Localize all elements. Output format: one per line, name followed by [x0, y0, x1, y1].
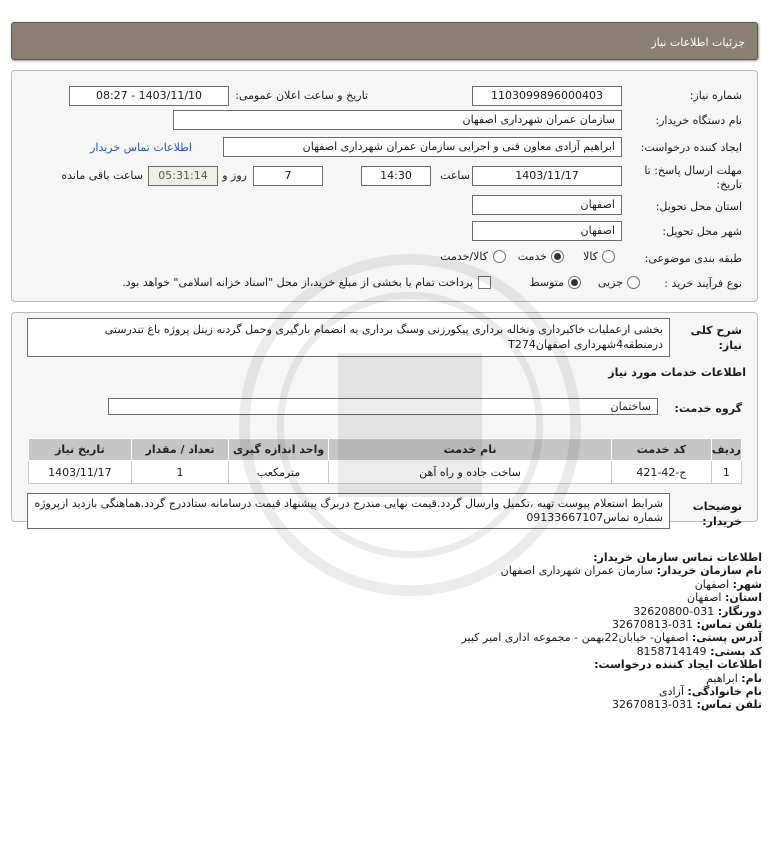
process-option-minor: جزیی [597, 276, 623, 289]
cell-need-date: 1403/11/17 [29, 461, 132, 484]
deadline-label-date: تاریخ: [716, 178, 742, 191]
buyer-notes-label: توضیحات [692, 500, 742, 513]
contact-value: آزادی [658, 685, 684, 699]
contact-label: دورنگار: [717, 604, 762, 618]
cell-service-code: ج-42-421 [612, 461, 712, 484]
remaining-time-label: ساعت باقی مانده [61, 169, 143, 182]
contact-section [42, 551, 762, 712]
buyer-notes-field[interactable]: شرایط استعلام پیوست تهیه ،تکمیل وارسال گردد.قیمت نهایی مندرج دربرگ پیشنهاد قیمت درسامانه ستاددرج گردد.هماهنگی بازدید ازپروژه شماره تماس09133667107 [27, 493, 670, 529]
contact-row-address [42, 631, 762, 644]
contact-value: سازمان عمران شهرداری اصفهان [500, 564, 654, 578]
contact-label: استان: [725, 591, 762, 605]
cell-row-number: 1 [711, 461, 741, 484]
contact-value: 8158714149 [636, 644, 707, 658]
creator-row-name [42, 672, 762, 685]
city-label: شهر محل تحویل: [662, 225, 742, 238]
service-group-label: گروه خدمت: [674, 402, 742, 415]
contact-row-fax [42, 605, 762, 618]
buyer-org-label: نام دستگاه خریدار: [655, 114, 742, 127]
contact-label: آدرس پستی: [691, 631, 762, 645]
col-service-name: نام خدمت [328, 439, 611, 461]
contact-label: نام: [741, 671, 762, 685]
treasury-checkbox[interactable] [478, 276, 491, 289]
services-table [28, 438, 742, 484]
need-number-field[interactable]: 1103099896000403 [472, 86, 622, 106]
need-number-label: شماره نیاز: [689, 89, 742, 102]
cell-unit: مترمکعب [229, 461, 329, 484]
days-remaining-field[interactable]: 7 [253, 166, 323, 186]
table-header-row [29, 439, 742, 461]
contact-label: نام سازمان خریدار: [656, 564, 762, 578]
page-title: جزئیات اطلاعات نیاز [651, 36, 745, 49]
city-field[interactable]: اصفهان [472, 221, 622, 241]
category-option-goods-service: کالا/خدمت [440, 250, 488, 263]
treasury-note: پرداخت تمام یا بخشی از مبلغ خرید،از محل "اسناد خزانه اسلامی" خواهد بود. [122, 276, 473, 289]
contact-label: تلفن تماس: [696, 698, 762, 712]
process-type-label: نوع فرآیند خرید : [664, 277, 742, 290]
contact-value: ابراهیم [706, 671, 738, 685]
col-row-number: ردیف [711, 439, 741, 461]
services-info-title: اطلاعات خدمات مورد نیاز [608, 366, 746, 379]
description-label-need: نیاز: [718, 339, 742, 352]
category-radio-goods-service[interactable] [493, 250, 506, 263]
description-label: شرح کلی [690, 324, 742, 337]
contact-label: تلفن تماس: [696, 618, 762, 632]
contact-value: اصفهان [694, 577, 730, 591]
deadline-time-field[interactable]: 14:30 [361, 166, 431, 186]
contact-row-province [42, 591, 762, 604]
contact-value: اصفهان [687, 591, 722, 605]
col-quantity: تعداد / مقدار [131, 439, 229, 461]
cell-service-name: ساخت جاده و راه آهن [328, 461, 611, 484]
announce-date-field[interactable]: 1403/11/10 - 08:27 [69, 86, 229, 106]
province-label: استان محل تحویل: [655, 200, 742, 213]
process-radio-minor[interactable] [627, 276, 640, 289]
creator-row-phone [42, 698, 762, 711]
province-field[interactable]: اصفهان [472, 195, 622, 215]
contact-label: نام خانوادگی: [687, 685, 762, 699]
deadline-label: مهلت ارسال پاسخ: تا [644, 164, 742, 177]
contact-value: 031-32670813 [612, 698, 694, 712]
creator-row-family [42, 685, 762, 698]
table-row[interactable] [29, 461, 742, 484]
contact-label: شهر: [732, 577, 762, 591]
deadline-time-label: ساعت [440, 169, 470, 182]
contact-row-city [42, 578, 762, 591]
creator-info-title: اطلاعات ایجاد کننده درخواست: [594, 658, 762, 672]
buyer-contact-link[interactable]: اطلاعات تماس خریدار [90, 141, 192, 154]
page-header [11, 22, 758, 60]
creator-field[interactable]: ابراهیم آزادی معاون فنی و اجرایی سازمان عمران شهرداری اصفهان [223, 137, 622, 157]
deadline-date-field[interactable]: 1403/11/17 [472, 166, 622, 186]
service-group-field[interactable]: ساختمان [108, 398, 658, 415]
contact-row-phone [42, 618, 762, 631]
process-radio-medium[interactable] [568, 276, 581, 289]
category-option-service: خدمت [517, 250, 547, 263]
contact-label: کد پستی: [710, 644, 762, 658]
process-option-medium: متوسط [529, 276, 564, 289]
creator-label: ایجاد کننده درخواست: [640, 141, 742, 154]
category-label: طبقه بندی موضوعی: [644, 252, 742, 265]
buyer-notes-label-buyer: خریدار: [702, 515, 742, 528]
contact-value: 031-32670813 [612, 618, 694, 632]
category-radio-service[interactable] [551, 250, 564, 263]
col-unit: واحد اندازه گیری [229, 439, 329, 461]
category-radio-goods[interactable] [602, 250, 615, 263]
announce-date-label: تاریخ و ساعت اعلان عمومی: [235, 89, 368, 102]
contact-row-postal [42, 645, 762, 658]
contact-value: 031-32620800 [633, 604, 715, 618]
remaining-time-field: 05:31:14 [148, 166, 218, 186]
description-field[interactable]: بخشی ازعملیات خاکبرداری ونخاله برداری پیکورزنی وسنگ برداری به انضمام بارگیری وحمل گردنه زینل پروژه باغ تندرستی درمنطقه4شهرداری اصفهانT274 [27, 318, 670, 357]
contact-title: اطلاعات تماس سازمان خریدار: [593, 551, 762, 564]
buyer-org-field[interactable]: سازمان عمران شهرداری اصفهان [173, 110, 622, 130]
category-option-goods: کالا [583, 250, 598, 263]
days-label: روز و [222, 169, 247, 182]
col-need-date: تاریخ نیاز [29, 439, 132, 461]
contact-value: اصفهان- خیابان22بهمن - مجموعه اداری امیر کبیر [461, 631, 689, 645]
cell-quantity: 1 [131, 461, 229, 484]
contact-row-org [42, 564, 762, 577]
col-service-code: کد خدمت [612, 439, 712, 461]
